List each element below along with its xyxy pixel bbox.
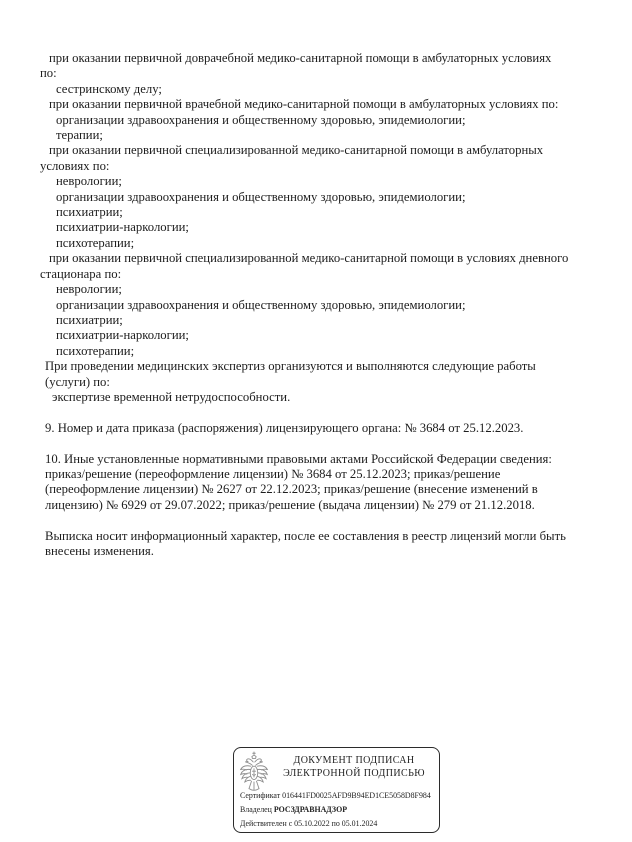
owner-line: Владелец РОСЗДРАВНАДЗОР: [240, 804, 348, 814]
text-line: лицензию) № 6929 от 29.07.2022; приказ/решение (выдача лицензии) № 279 от 21.12.2018.: [45, 497, 535, 512]
text-line: сестринскому делу;: [56, 81, 162, 96]
text-line: по:: [40, 66, 57, 81]
text-line: организации здравоохранения и общественному здоровью, эпидемиологии;: [56, 297, 466, 312]
text-line: стационара по:: [40, 266, 122, 281]
text-line: организации здравоохранения и общественному здоровью, эпидемиологии;: [56, 189, 466, 204]
electronic-signature-stamp: [233, 747, 440, 833]
text-line: психотерапии;: [56, 235, 135, 250]
text-line: терапии;: [56, 128, 103, 143]
text-line: неврологии;: [56, 174, 122, 189]
text-line: психиатрии-наркологии;: [56, 220, 189, 235]
text-line: (переоформление лицензии) № 2627 от 22.12.2023; приказ/решение (внесение изменений в: [45, 482, 538, 497]
stamp-header: [234, 748, 439, 793]
text-line: приказ/решение (переоформление лицензии) № 3684 от 25.12.2023; приказ/решение: [45, 466, 501, 481]
text-line: при оказании первичной доврачебной медико-санитарной помощи в амбулаторных условиях: [49, 51, 552, 65]
text-line: 10. Иные установленные нормативными правовыми актами Российской Федерации сведения:: [45, 451, 552, 466]
validity-line: Действителен с 05.10.2022 по 05.01.2024: [240, 818, 378, 828]
document-body: [40, 51, 616, 559]
stamp-details: [240, 789, 435, 831]
stamp-title-line2: ЭЛЕКТРОННОЙ ПОДПИСЬЮ: [283, 768, 425, 779]
text-line: Выписка носит информационный характер, после ее составления в реестр лицензий могли быть: [45, 528, 566, 543]
text-line: при оказании первичной специализированной медико-санитарной помощи в амбулаторных: [49, 143, 544, 158]
text-line: (услуги) по:: [45, 374, 110, 389]
text-line: условиях по:: [40, 158, 110, 173]
text-line: неврологии;: [56, 282, 122, 297]
text-line: психотерапии;: [56, 343, 135, 358]
certificate-value: 016441FD0025AFD9B94ED1CE5058D8F984: [282, 791, 431, 800]
owner-value: РОСЗДРАВНАДЗОР: [273, 804, 348, 814]
text-line: психиатрии-наркологии;: [56, 328, 189, 343]
text-line: при оказании первичной специализированной медико-санитарной помощи в условиях дневного: [49, 251, 569, 266]
paragraph-10: [40, 452, 616, 514]
text-line: при оказании первичной врачебной медико-санитарной помощи в амбулаторных условиях по:: [49, 97, 559, 112]
text-line: организации здравоохранения и общественному здоровью, эпидемиологии;: [56, 112, 466, 127]
disclaimer-note: [40, 529, 616, 560]
certificate-line: Сертификат 016441FD0025AFD9B94ED1CE5058D8F984: [240, 791, 431, 800]
text-line: психиатрии;: [56, 312, 123, 327]
stamp-title: [269, 748, 439, 780]
text-line: психиатрии;: [56, 205, 123, 220]
stamp-title-line1: ДОКУМЕНТ ПОДПИСАН: [293, 755, 415, 766]
text-line: 9. Номер и дата приказа (распоряжения) лицензирующего органа: № 3684 от 25.12.2023.: [45, 420, 524, 435]
paragraph-9: [40, 421, 616, 436]
text-line: экспертизе временной нетрудоспособности.: [52, 389, 291, 404]
text-line: внесены изменения.: [45, 543, 154, 558]
roszdravnadzor-eagle-emblem-icon: [239, 751, 269, 793]
text-line: При проведении медицинских экспертиз организуются и выполняются следующие работы: [45, 359, 536, 374]
